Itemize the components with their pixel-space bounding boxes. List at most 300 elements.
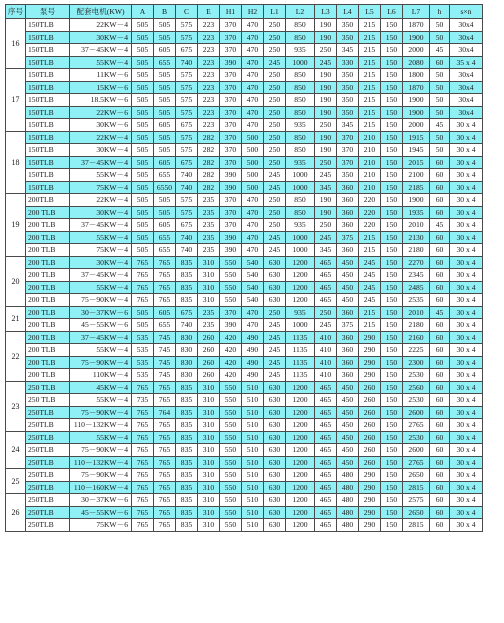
dimension-cell: 480 <box>337 506 359 519</box>
motor-power-cell: 55KW－4 <box>70 231 132 244</box>
dimension-cell: 45 <box>430 219 450 232</box>
dimension-cell: 505 <box>132 169 154 182</box>
dimension-cell: 245 <box>264 369 286 382</box>
dimension-cell: 505 <box>154 131 176 144</box>
dimension-cell: 150 <box>381 444 403 457</box>
dimension-cell: 245 <box>315 231 337 244</box>
dimension-cell: 550 <box>220 394 242 407</box>
dimension-cell: 215 <box>359 106 381 119</box>
pump-model-cell: 200 TLB <box>26 269 70 282</box>
group-number-cell: 26 <box>6 494 26 532</box>
pump-dimension-table-container <box>5 4 482 532</box>
dimension-cell: 505 <box>132 31 154 44</box>
pump-model-cell: 150TLB <box>26 144 70 157</box>
dimension-cell: 350 <box>337 31 359 44</box>
dimension-cell: 30 x 4 <box>450 169 483 182</box>
dimension-cell: 60 <box>430 469 450 482</box>
dimension-cell: 850 <box>286 19 315 32</box>
dimension-cell: 250 <box>315 219 337 232</box>
pump-model-cell: 250TLB <box>26 419 70 432</box>
dimension-cell: 675 <box>176 119 198 132</box>
dimension-cell: 30 x 4 <box>450 281 483 294</box>
dimension-cell: 675 <box>176 156 198 169</box>
motor-power-cell: 75KW－4 <box>70 244 132 257</box>
dimension-cell: 190 <box>315 194 337 207</box>
table-row <box>6 506 483 519</box>
dimension-cell: 310 <box>198 444 220 457</box>
dimension-cell: 465 <box>315 506 337 519</box>
dimension-cell: 505 <box>132 194 154 207</box>
dimension-cell: 605 <box>154 44 176 57</box>
motor-power-cell: 55KW－4 <box>70 169 132 182</box>
dimension-cell: 250 <box>264 81 286 94</box>
dimension-cell: 850 <box>286 194 315 207</box>
column-header: L3 <box>315 5 337 19</box>
dimension-cell: 245 <box>359 294 381 307</box>
dimension-cell: 765 <box>132 444 154 457</box>
dimension-cell: 470 <box>242 44 264 57</box>
dimension-cell: 2650 <box>403 469 430 482</box>
dimension-cell: 235 <box>198 194 220 207</box>
dimension-cell: 245 <box>359 256 381 269</box>
dimension-cell: 190 <box>315 144 337 157</box>
dimension-cell: 850 <box>286 144 315 157</box>
table-row <box>6 131 483 144</box>
table-row <box>6 206 483 219</box>
dimension-cell: 60 <box>430 381 450 394</box>
dimension-cell: 215 <box>359 19 381 32</box>
dimension-cell: 630 <box>264 481 286 494</box>
dimension-cell: 345 <box>315 181 337 194</box>
column-header: L5 <box>359 5 381 19</box>
column-header: H2 <box>242 5 264 19</box>
pump-model-cell: 250TLB <box>26 506 70 519</box>
dimension-cell: 190 <box>315 94 337 107</box>
pump-model-cell: 200 TLB <box>26 319 70 332</box>
dimension-cell: 830 <box>176 344 198 357</box>
dimension-cell: 245 <box>359 269 381 282</box>
dimension-cell: 245 <box>264 56 286 69</box>
dimension-cell: 150 <box>381 506 403 519</box>
dimension-cell: 450 <box>337 269 359 282</box>
dimension-cell: 310 <box>198 506 220 519</box>
motor-power-cell: 37－45KW－4 <box>70 269 132 282</box>
dimension-cell: 290 <box>359 519 381 532</box>
dimension-cell: 60 <box>430 256 450 269</box>
pump-model-cell: 150TLB <box>26 44 70 57</box>
dimension-cell: 470 <box>242 69 264 82</box>
dimension-cell: 550 <box>220 456 242 469</box>
dimension-cell: 465 <box>315 381 337 394</box>
pump-model-cell: 150TLB <box>26 31 70 44</box>
dimension-cell: 1200 <box>286 481 315 494</box>
dimension-cell: 835 <box>176 256 198 269</box>
dimension-cell: 215 <box>359 56 381 69</box>
dimension-cell: 260 <box>198 331 220 344</box>
dimension-cell: 450 <box>337 431 359 444</box>
dimension-cell: 50 <box>430 81 450 94</box>
dimension-cell: 540 <box>242 281 264 294</box>
table-row <box>6 194 483 207</box>
motor-power-cell: 55KW－4 <box>70 344 132 357</box>
dimension-cell: 30x4 <box>450 94 483 107</box>
dimension-cell: 490 <box>242 356 264 369</box>
table-row <box>6 519 483 532</box>
dimension-cell: 370 <box>220 156 242 169</box>
dimension-cell: 540 <box>242 256 264 269</box>
dimension-cell: 45 <box>430 44 450 57</box>
dimension-cell: 150 <box>381 456 403 469</box>
dimension-cell: 500 <box>242 131 264 144</box>
dimension-cell: 60 <box>430 156 450 169</box>
dimension-cell: 50 <box>430 144 450 157</box>
group-number-cell: 24 <box>6 431 26 469</box>
table-row <box>6 169 483 182</box>
dimension-cell: 830 <box>176 331 198 344</box>
motor-power-cell: 11KW－6 <box>70 69 132 82</box>
table-row <box>6 306 483 319</box>
dimension-cell: 505 <box>132 206 154 219</box>
dimension-cell: 310 <box>198 481 220 494</box>
dimension-cell: 2130 <box>403 231 430 244</box>
dimension-cell: 1200 <box>286 256 315 269</box>
dimension-cell: 282 <box>198 144 220 157</box>
dimension-cell: 655 <box>154 319 176 332</box>
dimension-cell: 60 <box>430 319 450 332</box>
dimension-cell: 450 <box>337 419 359 432</box>
dimension-cell: 390 <box>220 244 242 257</box>
dimension-cell: 282 <box>198 181 220 194</box>
dimension-cell: 250 <box>315 306 337 319</box>
dimension-cell: 470 <box>242 119 264 132</box>
dimension-cell: 465 <box>315 431 337 444</box>
dimension-cell: 150 <box>381 381 403 394</box>
dimension-cell: 260 <box>359 419 381 432</box>
dimension-cell: 1870 <box>403 81 430 94</box>
dimension-cell: 465 <box>315 269 337 282</box>
dimension-cell: 470 <box>242 244 264 257</box>
motor-power-cell: 37－45KW－4 <box>70 44 132 57</box>
motor-power-cell: 22KW－4 <box>70 19 132 32</box>
dimension-cell: 765 <box>132 406 154 419</box>
dimension-cell: 310 <box>198 431 220 444</box>
dimension-cell: 223 <box>198 69 220 82</box>
table-header-row <box>6 5 483 19</box>
table-row <box>6 331 483 344</box>
dimension-cell: 370 <box>220 81 242 94</box>
dimension-cell: 150 <box>381 244 403 257</box>
dimension-cell: 550 <box>220 269 242 282</box>
table-row <box>6 469 483 482</box>
dimension-cell: 1000 <box>286 319 315 332</box>
group-number-cell: 16 <box>6 19 26 69</box>
dimension-cell: 420 <box>220 369 242 382</box>
dimension-cell: 510 <box>242 494 264 507</box>
dimension-cell: 505 <box>132 69 154 82</box>
dimension-cell: 2485 <box>403 281 430 294</box>
dimension-cell: 150 <box>381 269 403 282</box>
dimension-cell: 765 <box>132 431 154 444</box>
dimension-cell: 505 <box>132 181 154 194</box>
dimension-cell: 290 <box>359 369 381 382</box>
table-row <box>6 431 483 444</box>
dimension-cell: 505 <box>132 81 154 94</box>
dimension-cell: 60 <box>430 269 450 282</box>
dimension-cell: 505 <box>154 69 176 82</box>
dimension-cell: 30 x 4 <box>450 381 483 394</box>
motor-power-cell: 37－45KW－4 <box>70 331 132 344</box>
dimension-cell: 505 <box>154 194 176 207</box>
dimension-cell: 470 <box>242 319 264 332</box>
dimension-cell: 505 <box>154 94 176 107</box>
dimension-cell: 245 <box>264 169 286 182</box>
dimension-cell: 535 <box>132 356 154 369</box>
dimension-cell: 675 <box>176 306 198 319</box>
dimension-cell: 575 <box>176 31 198 44</box>
dimension-cell: 465 <box>315 256 337 269</box>
pump-model-cell: 200 TLB <box>26 281 70 294</box>
dimension-cell: 850 <box>286 69 315 82</box>
group-number-cell: 18 <box>6 131 26 194</box>
dimension-cell: 60 <box>430 169 450 182</box>
dimension-cell: 260 <box>198 356 220 369</box>
dimension-cell: 1870 <box>403 19 430 32</box>
pump-model-cell: 150TLB <box>26 56 70 69</box>
dimension-cell: 310 <box>198 469 220 482</box>
dimension-cell: 2270 <box>403 256 430 269</box>
dimension-cell: 550 <box>220 444 242 457</box>
dimension-cell: 505 <box>132 244 154 257</box>
dimension-cell: 60 <box>430 181 450 194</box>
dimension-cell: 150 <box>381 294 403 307</box>
motor-power-cell: 30KW－4 <box>70 256 132 269</box>
dimension-cell: 30 x 4 <box>450 394 483 407</box>
dimension-cell: 150 <box>381 369 403 382</box>
dimension-cell: 480 <box>337 469 359 482</box>
dimension-cell: 2530 <box>403 369 430 382</box>
dimension-cell: 935 <box>286 156 315 169</box>
dimension-cell: 150 <box>381 19 403 32</box>
dimension-cell: 30 x 4 <box>450 419 483 432</box>
pump-model-cell: 150TLB <box>26 94 70 107</box>
dimension-cell: 50 <box>430 69 450 82</box>
dimension-cell: 765 <box>154 281 176 294</box>
dimension-cell: 505 <box>132 156 154 169</box>
dimension-cell: 2000 <box>403 119 430 132</box>
dimension-cell: 1200 <box>286 431 315 444</box>
dimension-cell: 50 <box>430 31 450 44</box>
dimension-cell: 190 <box>315 106 337 119</box>
dimension-cell: 223 <box>198 31 220 44</box>
dimension-cell: 470 <box>242 31 264 44</box>
dimension-cell: 150 <box>381 419 403 432</box>
dimension-cell: 30 x 4 <box>450 306 483 319</box>
dimension-cell: 470 <box>242 306 264 319</box>
dimension-cell: 60 <box>430 431 450 444</box>
dimension-cell: 30 x 4 <box>450 244 483 257</box>
dimension-cell: 1900 <box>403 94 430 107</box>
table-row <box>6 144 483 157</box>
dimension-cell: 465 <box>315 519 337 532</box>
dimension-cell: 740 <box>176 169 198 182</box>
column-header: H1 <box>220 5 242 19</box>
dimension-cell: 1800 <box>403 69 430 82</box>
dimension-cell: 835 <box>176 406 198 419</box>
dimension-cell: 245 <box>359 281 381 294</box>
dimension-cell: 235 <box>198 206 220 219</box>
dimension-cell: 60 <box>430 194 450 207</box>
dimension-cell: 630 <box>264 381 286 394</box>
motor-power-cell: 37－45KW－4 <box>70 219 132 232</box>
dimension-cell: 260 <box>359 456 381 469</box>
dimension-cell: 235 <box>198 306 220 319</box>
dimension-cell: 450 <box>337 444 359 457</box>
table-row <box>6 344 483 357</box>
dimension-cell: 935 <box>286 44 315 57</box>
dimension-cell: 220 <box>359 219 381 232</box>
dimension-cell: 1135 <box>286 356 315 369</box>
dimension-cell: 655 <box>154 231 176 244</box>
dimension-cell: 260 <box>359 444 381 457</box>
dimension-cell: 550 <box>220 256 242 269</box>
dimension-cell: 740 <box>176 231 198 244</box>
dimension-cell: 410 <box>315 331 337 344</box>
dimension-cell: 150 <box>381 344 403 357</box>
dimension-cell: 450 <box>337 256 359 269</box>
dimension-cell: 765 <box>132 519 154 532</box>
dimension-cell: 30x4 <box>450 19 483 32</box>
dimension-cell: 2015 <box>403 156 430 169</box>
dimension-cell: 540 <box>242 294 264 307</box>
column-header: 泵号 <box>26 5 70 19</box>
dimension-cell: 223 <box>198 19 220 32</box>
table-row <box>6 231 483 244</box>
dimension-cell: 505 <box>154 31 176 44</box>
dimension-cell: 60 <box>430 444 450 457</box>
dimension-cell: 390 <box>220 231 242 244</box>
dimension-cell: 510 <box>242 431 264 444</box>
pump-model-cell: 200 TLB <box>26 331 70 344</box>
dimension-cell: 30 x 4 <box>450 231 483 244</box>
dimension-cell: 150 <box>381 331 403 344</box>
dimension-cell: 510 <box>242 394 264 407</box>
dimension-cell: 223 <box>198 81 220 94</box>
dimension-cell: 60 <box>430 406 450 419</box>
dimension-cell: 830 <box>176 356 198 369</box>
dimension-cell: 30 x 4 <box>450 456 483 469</box>
dimension-cell: 1000 <box>286 231 315 244</box>
dimension-cell: 2600 <box>403 406 430 419</box>
dimension-cell: 250 <box>264 156 286 169</box>
dimension-cell: 550 <box>220 494 242 507</box>
dimension-cell: 2815 <box>403 481 430 494</box>
table-row <box>6 381 483 394</box>
dimension-cell: 370 <box>337 131 359 144</box>
dimension-cell: 150 <box>381 431 403 444</box>
dimension-cell: 1200 <box>286 494 315 507</box>
table-row <box>6 181 483 194</box>
dimension-cell: 360 <box>337 356 359 369</box>
dimension-cell: 1200 <box>286 394 315 407</box>
dimension-cell: 500 <box>242 169 264 182</box>
dimension-cell: 150 <box>381 206 403 219</box>
dimension-cell: 30 x 4 <box>450 256 483 269</box>
dimension-cell: 223 <box>198 56 220 69</box>
dimension-cell: 150 <box>381 406 403 419</box>
dimension-cell: 500 <box>242 156 264 169</box>
dimension-cell: 60 <box>430 206 450 219</box>
dimension-cell: 215 <box>359 81 381 94</box>
dimension-cell: 420 <box>220 356 242 369</box>
dimension-cell: 360 <box>337 344 359 357</box>
dimension-cell: 505 <box>132 56 154 69</box>
dimension-cell: 370 <box>220 106 242 119</box>
dimension-cell: 835 <box>176 456 198 469</box>
dimension-cell: 575 <box>176 206 198 219</box>
dimension-cell: 510 <box>242 506 264 519</box>
dimension-cell: 223 <box>198 119 220 132</box>
pump-model-cell: 200 TLB <box>26 306 70 319</box>
dimension-cell: 290 <box>359 469 381 482</box>
dimension-cell: 505 <box>154 106 176 119</box>
dimension-cell: 215 <box>359 94 381 107</box>
dimension-cell: 150 <box>381 44 403 57</box>
dimension-cell: 850 <box>286 81 315 94</box>
table-row <box>6 244 483 257</box>
dimension-cell: 190 <box>315 131 337 144</box>
dimension-cell: 150 <box>381 306 403 319</box>
motor-power-cell: 75－90KW－4 <box>70 444 132 457</box>
dimension-cell: 245 <box>264 319 286 332</box>
motor-power-cell: 45－55KW－6 <box>70 319 132 332</box>
dimension-cell: 535 <box>132 331 154 344</box>
dimension-cell: 50 <box>430 19 450 32</box>
dimension-cell: 1135 <box>286 331 315 344</box>
dimension-cell: 330 <box>337 56 359 69</box>
dimension-cell: 45 <box>430 306 450 319</box>
table-row <box>6 406 483 419</box>
dimension-cell: 765 <box>154 506 176 519</box>
dimension-cell: 282 <box>198 131 220 144</box>
dimension-cell: 150 <box>381 394 403 407</box>
dimension-cell: 370 <box>220 219 242 232</box>
table-row <box>6 81 483 94</box>
table-row <box>6 69 483 82</box>
dimension-cell: 505 <box>132 19 154 32</box>
dimension-cell: 550 <box>220 431 242 444</box>
dimension-cell: 360 <box>337 194 359 207</box>
dimension-cell: 150 <box>381 481 403 494</box>
dimension-cell: 1200 <box>286 281 315 294</box>
dimension-cell: 505 <box>132 231 154 244</box>
pump-model-cell: 250TLB <box>26 444 70 457</box>
dimension-cell: 60 <box>430 281 450 294</box>
dimension-cell: 360 <box>337 369 359 382</box>
dimension-cell: 30 x 4 <box>450 406 483 419</box>
dimension-cell: 370 <box>220 131 242 144</box>
dimension-cell: 535 <box>132 369 154 382</box>
dimension-cell: 2080 <box>403 56 430 69</box>
motor-power-cell: 30KW－4 <box>70 206 132 219</box>
pump-model-cell: 200TLB <box>26 194 70 207</box>
dimension-cell: 150 <box>381 319 403 332</box>
dimension-cell: 235 <box>198 319 220 332</box>
column-header: 配套电机(KW) <box>70 5 132 19</box>
table-row <box>6 94 483 107</box>
dimension-cell: 1200 <box>286 419 315 432</box>
table-row <box>6 119 483 132</box>
dimension-cell: 60 <box>430 481 450 494</box>
